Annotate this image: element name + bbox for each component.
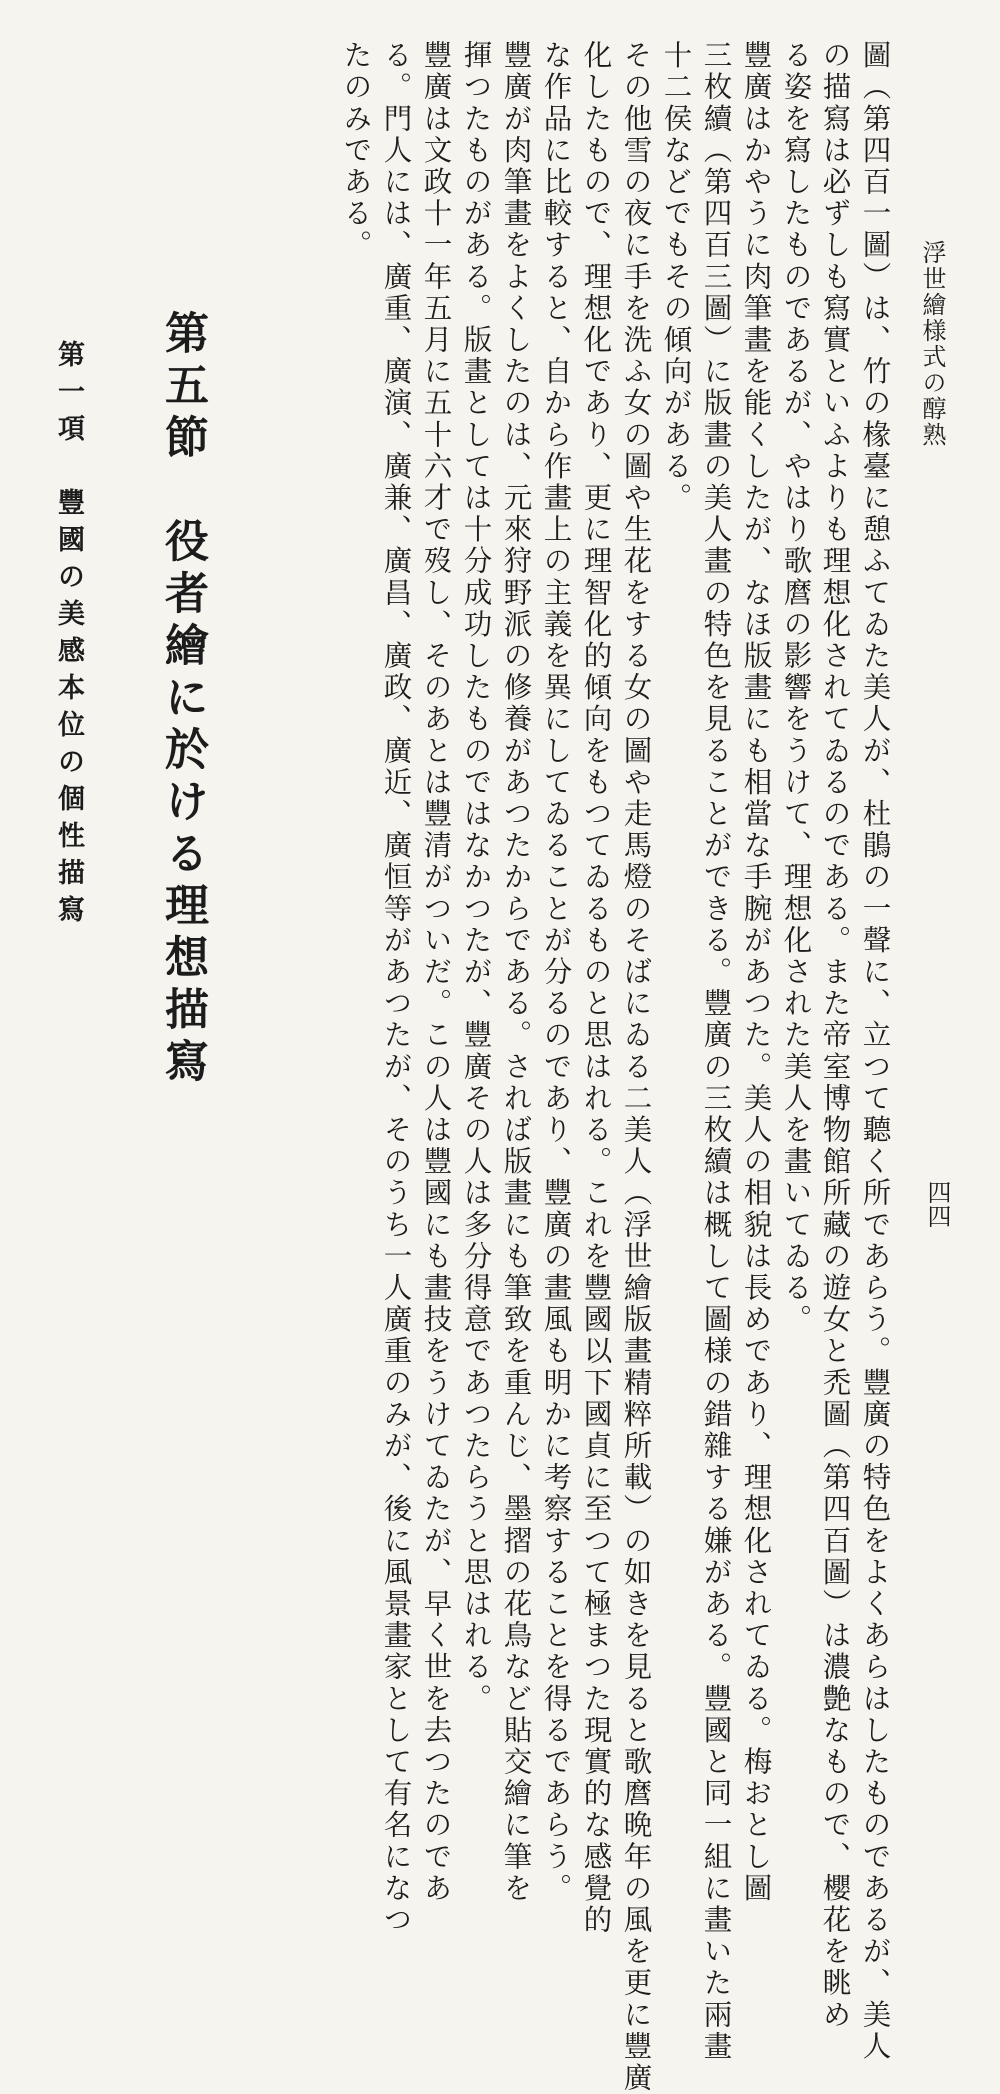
text-column: 十二侯などでもその傾向がある。 [659, 40, 693, 514]
text-column: その他雪の夜に手を洗ふ女の圖や生花をする女の圖や走馬燈のそばにゐる二美人（浮世繪版畫精粹所載）の如きを見ると歌麿晩年の風を更に豐廣 [619, 40, 653, 2094]
subsection-heading: 第一項 豐國の美感本位の個性描寫 [53, 340, 84, 932]
text-column: の描寫は必ずしも寫實といふよりも理想化されてゐるのである。また帝室博物館所藏の遊女と禿圖（第四百圖）は濃艶なもので、櫻花を眺め [818, 40, 852, 2031]
text-column: る姿を寫したものであるが、やはり歌麿の影響をうけて、理想化された美人を畫いてゐる。 [779, 40, 813, 1336]
text-column: 豐廣はかやうに肉筆畫を能くしたが、なほ版畫にも相當な手腕があつた。美人の相貌は長めであり、理想化されてゐる。梅おとし圖 [739, 40, 773, 1905]
text-column: 圖（第四百一圖）は、竹の椽臺に憩ふてゐた美人が、杜鵑の一聲に、立つて聽く所であらう。豐廣の特色をよくあらはしたものであるが、美人 [858, 40, 892, 2063]
text-column: 化したもので、理想化であり、更に理智化的傾向をもつてゐるものと思はれる。これを豐國以下國貞に至つて極まつた現實的な感覺的 [579, 40, 613, 1936]
text-column: たのみである。 [339, 40, 373, 262]
text-column: る。門人には、廣重、廣演、廣兼、廣昌、廣政、廣近、廣恒等があつたが、そのうち一人廣重のみが、後に風景畫家として有名になつ [379, 40, 413, 1936]
text-column: 揮つたものがある。版畫としては十分成功したものではなかつたが、豐廣その人は多分得意であつたらうと思はれる。 [459, 40, 493, 1715]
text-column: 豐廣は文政十一年五月に五十六才で歿し、そのあとは豐清がついだ。この人は豐國にも畫技をうけてゐたが、早く世を去つたのであ [419, 40, 453, 1905]
text-column: 豐廣が肉筆畫をよくしたのは、元來狩野派の修養があつたからである。されば版畫にも筆致を重んじ、墨摺の花鳥など貼交繪に筆を [499, 40, 533, 1905]
text-column: な作品に比較すると、自から作畫上の主義を異にしてゐることが分るのであり、豐廣の畫風も明かに考察することを得るであらう。 [539, 40, 573, 1905]
text-column: 三枚續（第四百三圖）に版畫の美人畫の特色を見ることができる。豐廣の三枚續は概して圖様の錯雜する嫌がある。豐國と同一組に畫いた兩畫 [699, 40, 733, 2063]
page-number: 四四 [923, 1180, 951, 1228]
section-heading: 第五節 役者繪に於ける理想描寫 [157, 310, 208, 1090]
running-title: 浮世繪様式の醇熟 [918, 240, 946, 448]
